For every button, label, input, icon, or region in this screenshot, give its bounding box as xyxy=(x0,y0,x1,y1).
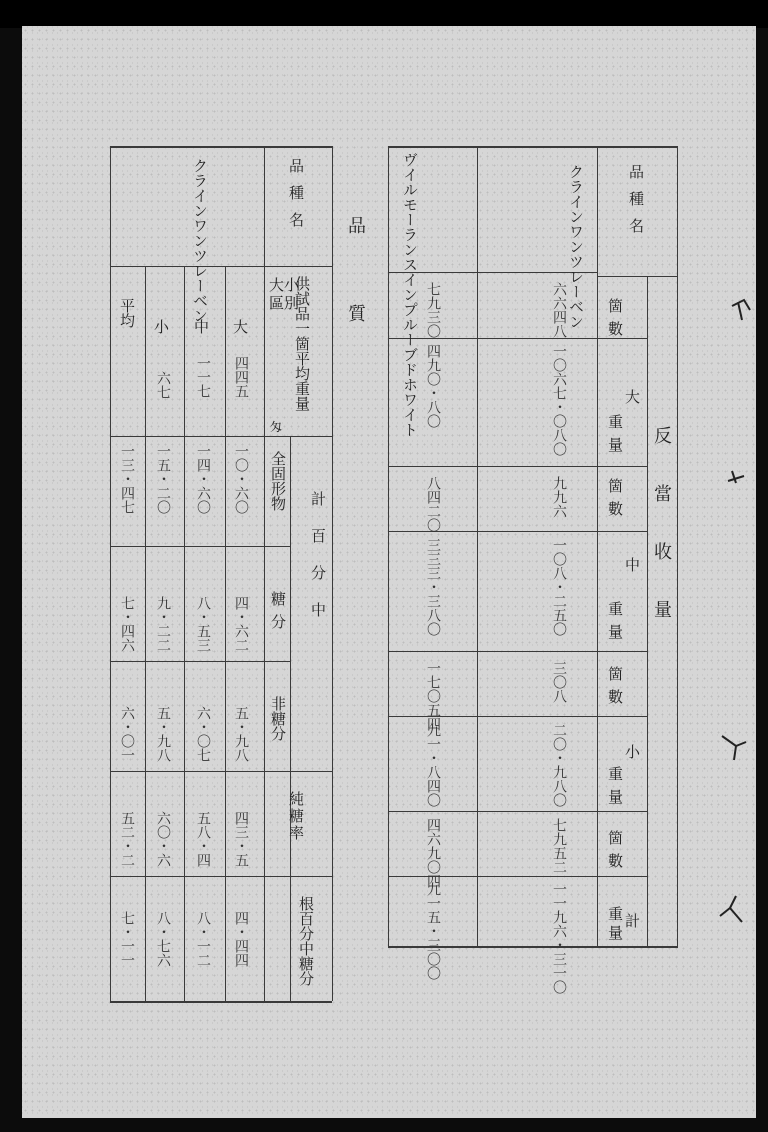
small-weight: 六七 xyxy=(155,371,171,399)
vilmorin-total-count: 四六九〇四 xyxy=(425,818,441,888)
quality-variety-header: 品種名 xyxy=(287,158,305,239)
ink-stain-marks xyxy=(692,266,756,966)
small-nonsugar: 五・九八 xyxy=(155,706,171,762)
total-weight-label: 重量 xyxy=(606,906,624,944)
medium-weight-label: 重量 xyxy=(606,601,624,647)
row-large-label: 大 xyxy=(233,318,249,336)
size-large-label: 大 xyxy=(625,388,641,406)
row-small-label: 小 xyxy=(154,318,170,336)
small-sugar: 九・二二 xyxy=(155,596,171,652)
yield-title: 反當收量 xyxy=(651,426,672,658)
scan-border-top xyxy=(0,0,768,28)
klein-total-weight: 一一九六・三一〇 xyxy=(551,882,567,994)
klein-medium-weight: 一〇八・二五〇 xyxy=(551,538,567,636)
vilmorin-small-weight: 九一・八四〇 xyxy=(425,723,441,807)
klein-small-count: 三〇八 xyxy=(551,661,567,703)
large-root-sugar: 四・四四 xyxy=(233,911,249,967)
small-purity: 六〇・六 xyxy=(155,811,171,867)
average-root-sugar: 七・一一 xyxy=(119,911,135,967)
medium-nonsugar: 六・〇七 xyxy=(195,706,211,762)
sugar-header: 糖分 xyxy=(269,591,287,637)
medium-count-label: 箇數 xyxy=(606,478,624,524)
total-label: 計 xyxy=(625,912,641,930)
klein-small-weight: 二〇・九八〇 xyxy=(551,723,567,807)
small-root-sugar: 八・七六 xyxy=(155,911,171,967)
large-weight: 四四五 xyxy=(233,356,249,398)
quality-title: 品質 xyxy=(345,216,366,392)
row-average-label: 平均 xyxy=(118,298,136,328)
size-medium-label: 中 xyxy=(625,556,641,574)
average-purity: 五二・二 xyxy=(119,811,135,867)
small-solids: 一五・二〇 xyxy=(155,444,171,514)
large-solids: 一〇・六〇 xyxy=(233,444,249,514)
medium-solids: 一四・六〇 xyxy=(195,444,211,514)
medium-weight: 一一七 xyxy=(195,356,211,398)
large-count-label: 箇數 xyxy=(606,298,624,344)
root-sugar-header: 根百分中糖分 xyxy=(297,896,315,986)
document-page xyxy=(22,26,756,1118)
large-nonsugar: 五・九八 xyxy=(233,706,249,762)
nonsugar-header: 非糖分 xyxy=(269,696,287,741)
medium-purity: 五八・四 xyxy=(195,811,211,867)
medium-root-sugar: 八・一二 xyxy=(195,911,211,967)
large-weight-label: 重量 xyxy=(606,414,624,460)
klein-medium-count: 九九六 xyxy=(551,476,567,518)
size-class-header: 大小區別 xyxy=(269,276,300,312)
variety-klein: クラインワンツレーベン xyxy=(567,164,585,329)
weight-unit: 匁 xyxy=(270,420,283,434)
yield-variety-header: 品種名 xyxy=(627,164,645,245)
vilmorin-large-count: 七九三〇 xyxy=(425,282,441,338)
medium-sugar: 八・五三 xyxy=(195,596,211,652)
vilmorin-medium-weight: 三三三・三八〇 xyxy=(425,538,441,636)
average-nonsugar: 六・〇一 xyxy=(119,706,135,762)
row-medium-label: 中 xyxy=(194,318,210,336)
percent-header: 計百分中 xyxy=(309,491,327,639)
variety-vilmorin: ヴイルモーランスインプルーブドホワイト xyxy=(401,152,419,437)
vilmorin-total-weight: 九一五・三〇〇 xyxy=(425,882,441,980)
vilmorin-small-count: 一七〇五四 xyxy=(425,661,441,731)
klein-large-weight: 一〇六七・〇八〇 xyxy=(551,344,567,456)
small-count-label: 箇數 xyxy=(606,666,624,712)
total-count-label: 箇數 xyxy=(606,830,624,876)
klein-large-count: 六六四八 xyxy=(551,282,567,338)
average-solids: 一三・四七 xyxy=(119,444,135,514)
small-weight-label: 重量 xyxy=(606,766,624,812)
klein-total-count: 七九五二 xyxy=(551,818,567,874)
quality-variety: クラインワンツレーベン xyxy=(191,158,209,323)
solids-header: 全固形物 xyxy=(269,451,287,511)
vilmorin-medium-count: 八四二〇 xyxy=(425,476,441,532)
vilmorin-large-weight: 四九〇・八〇 xyxy=(425,344,441,428)
sample-weight-header: 供試品一箇平均重量 xyxy=(293,276,311,411)
average-sugar: 七・四六 xyxy=(119,596,135,652)
large-sugar: 四・六二 xyxy=(233,596,249,652)
size-small-label: 小 xyxy=(625,743,641,761)
large-purity: 四三・五 xyxy=(233,811,249,867)
purity-header: 純糖率 xyxy=(287,791,305,842)
